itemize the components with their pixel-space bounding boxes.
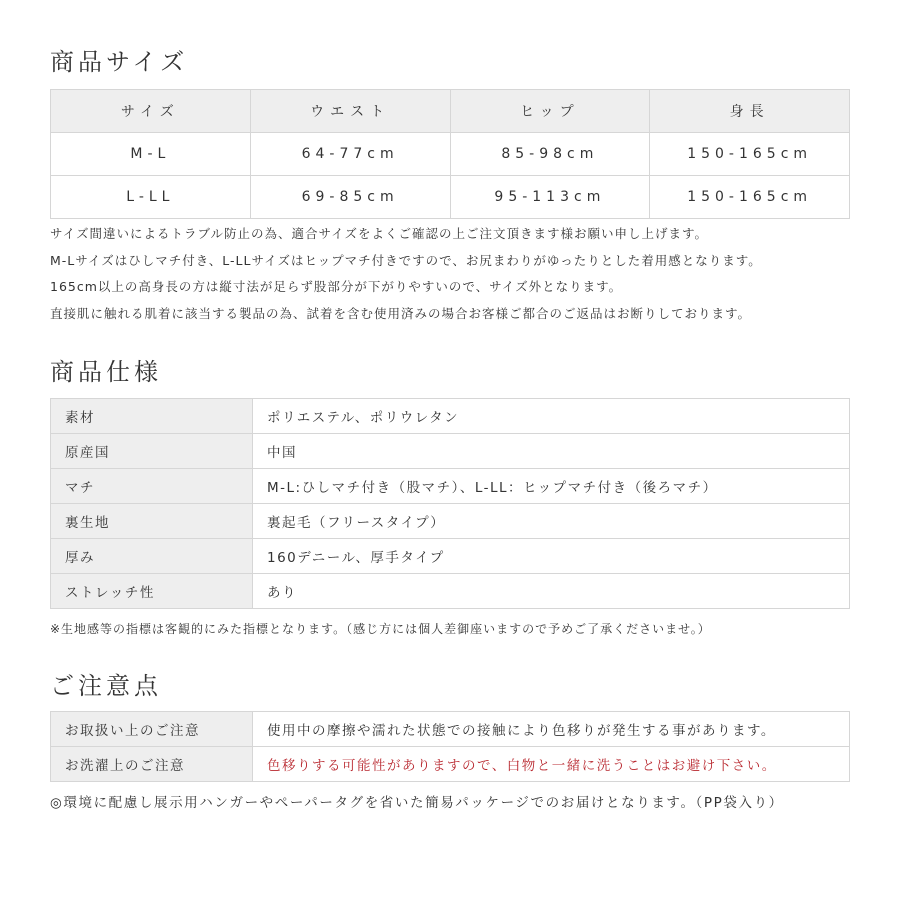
caution-value-warning: 色移りする可能性がありますので、白物と一緒に洗うことはお避け下さい。 — [253, 747, 850, 782]
size-note: サイズ間違いによるトラブル防止の為、適合サイズをよくご確認の上ご注文頂きます様お願い申し上げます。 — [50, 226, 709, 241]
size-notes — [50, 221, 762, 327]
header-height: 身長 — [650, 90, 850, 133]
cell-waist: 64-77cm — [250, 133, 450, 176]
size-note: M-Lサイズはひしマチ付き、L-LLサイズはヒップマチ付きですので、お尻まわりがゆったりとした着用感となります。 — [50, 252, 762, 268]
cell-size: L-LL — [51, 176, 251, 219]
size-table-header — [51, 90, 850, 133]
spec-value: M-L:ひしマチ付き（股マチ）、L-LL：ヒップマチ付き（後ろマチ） — [253, 469, 850, 504]
spec-note: ※生地感等の指標は客観的にみた指標となります。（感じ方には個人差御座いますので予めご了承くださいませ。） — [50, 622, 711, 636]
table-row — [51, 539, 850, 574]
table-row — [51, 176, 850, 219]
spec-label: 裏生地 — [51, 504, 253, 539]
spec-value: あり — [253, 574, 850, 609]
spec-table — [50, 398, 850, 609]
spec-label: 原産国 — [51, 434, 253, 469]
table-row — [51, 133, 850, 176]
caution-value: 使用中の摩擦や濡れた状態での接触により色移りが発生する事があります。 — [253, 712, 850, 747]
spec-label: 素材 — [51, 399, 253, 434]
packaging-footer-note: ◎環境に配慮し展示用ハンガーやペーパータグを省いた簡易パッケージでのお届けとなります。（PP袋入り） — [50, 795, 784, 811]
header-hip: ヒップ — [450, 90, 650, 133]
spec-label: ストレッチ性 — [51, 574, 253, 609]
table-row — [51, 747, 850, 782]
cell-size: M-L — [51, 133, 251, 176]
size-table — [50, 89, 850, 219]
size-section-title: 商品サイズ — [50, 48, 189, 76]
header-waist: ウエスト — [250, 90, 450, 133]
table-row — [51, 399, 850, 434]
cell-hip: 95-113cm — [450, 176, 650, 219]
size-note: 直接肌に触れる肌着に該当する製品の為、試着を含む使用済みの場合お客様ご都合のご返品はお断りしております。 — [50, 305, 752, 321]
cell-height: 150-165cm — [650, 176, 850, 219]
cell-hip: 85-98cm — [450, 133, 650, 176]
spec-label: マチ — [51, 469, 253, 504]
spec-label: 厚み — [51, 539, 253, 574]
spec-value: 中国 — [253, 434, 850, 469]
caution-section-title: ご注意点 — [50, 672, 162, 700]
caution-label: お取扱い上のご注意 — [51, 712, 253, 747]
table-row — [51, 504, 850, 539]
spec-value: ポリエステル、ポリウレタン — [253, 399, 850, 434]
spec-value: 160デニール、厚手タイプ — [253, 539, 850, 574]
table-row — [51, 434, 850, 469]
table-row — [51, 469, 850, 504]
cell-height: 150-165cm — [650, 133, 850, 176]
spec-section-title: 商品仕様 — [50, 358, 162, 386]
spec-value: 裏起毛（フリースタイプ） — [253, 504, 850, 539]
caution-table — [50, 711, 850, 782]
size-note: 165cm以上の高身長の方は縦寸法が足らず股部分が下がりやすいので、サイズ外となります。 — [50, 279, 623, 294]
cell-waist: 69-85cm — [250, 176, 450, 219]
table-row — [51, 574, 850, 609]
caution-label: お洗濯上のご注意 — [51, 747, 253, 782]
header-size: サイズ — [51, 90, 251, 133]
table-row — [51, 712, 850, 747]
